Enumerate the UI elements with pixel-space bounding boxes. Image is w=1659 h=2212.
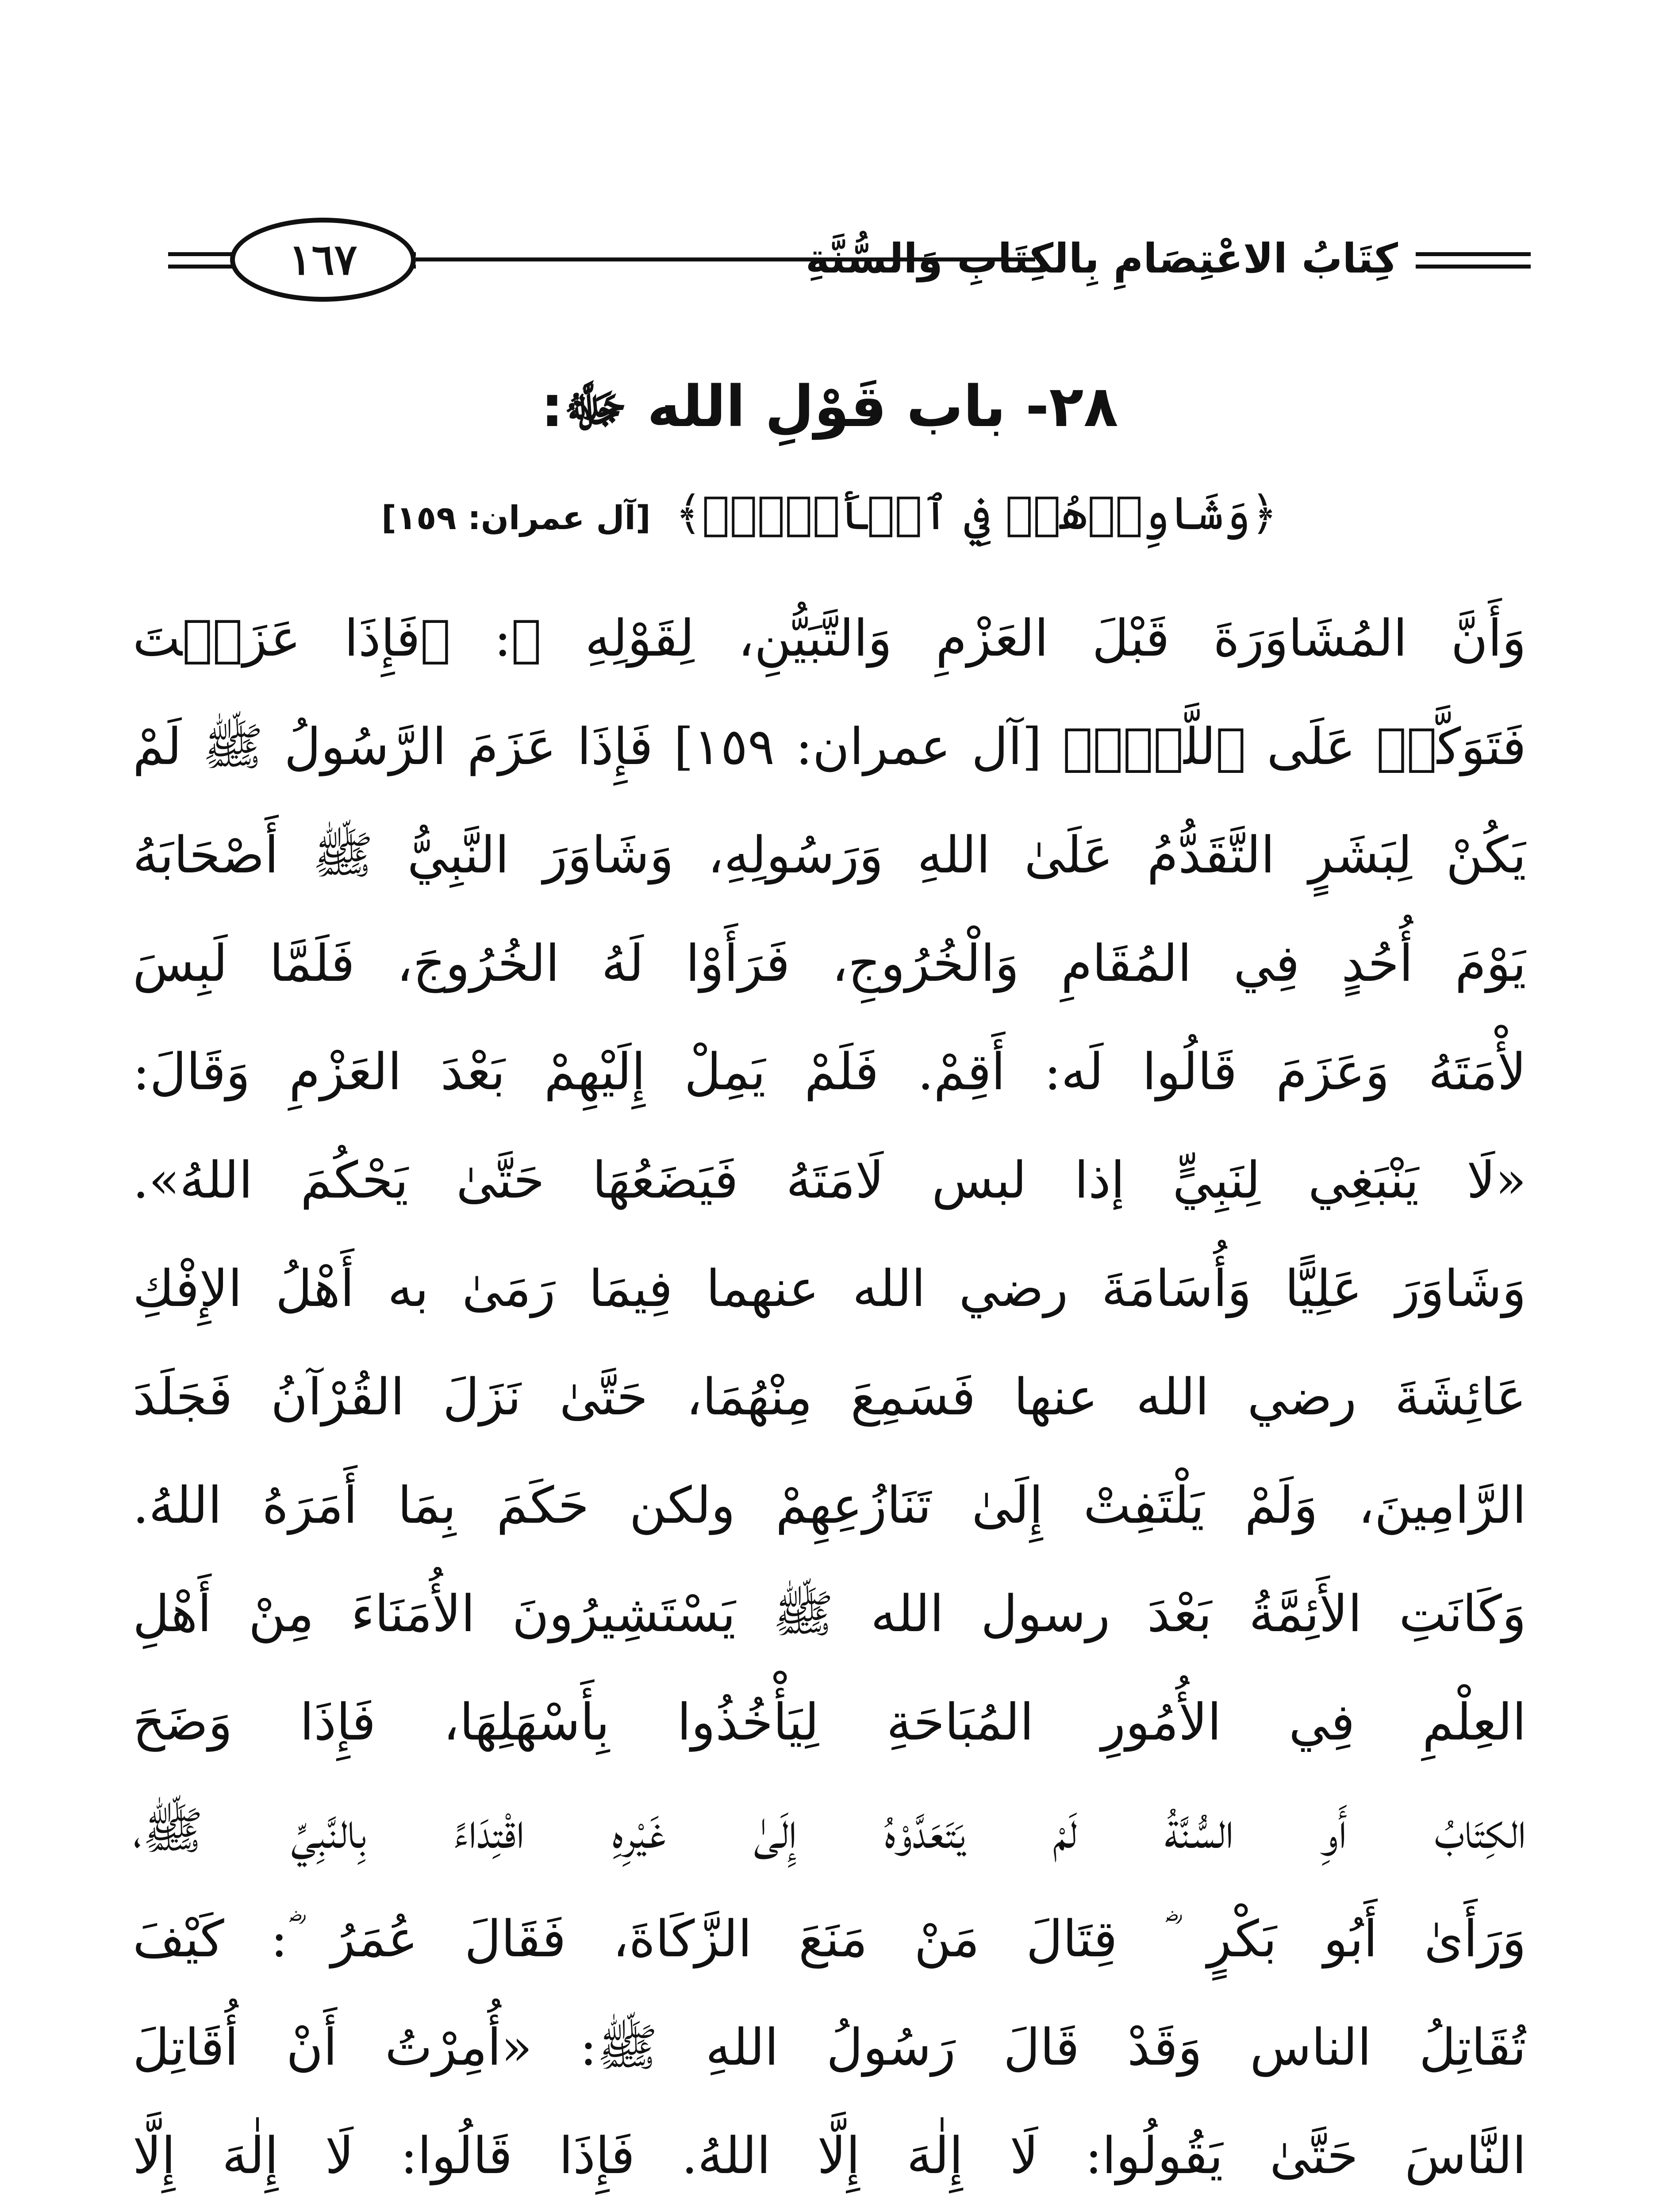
body-line: الكِتَابُ أَوِ السُّنَّةُ لَمْ يَتَعَدَّوْهُ إِلَىٰ غَيْرِهِ اقْتِدَاءً بِالنَّبِيِّ ﷺ، <box>133 1801 1526 1860</box>
body-line <box>133 2210 1526 2212</box>
body-line: تُقَاتِلُ الناس وَقَدْ قَالَ رَسُولُ اللهِ ﷺ: «أُمِرْتُ أَنْ أُقَاتِلَ <box>133 2018 1526 2077</box>
verse-line <box>0 478 1659 562</box>
running-header <box>168 208 1531 314</box>
body-line: العِلْمِ فِي الأُمُورِ المُبَاحَةِ لِيَأْخُذُوا بِأَسْهَلِهَا، فَإِذَا وَضَحَ <box>133 1693 1526 1751</box>
body-line: النَّاسَ حَتَّىٰ يَقُولُوا: لَا إِلٰهَ إِلَّا اللهُ. فَإِذَا قَالُوا: لَا إِلٰهَ إِلَّا <box>133 2126 1526 2185</box>
body-line: وَأَنَّ المُشَاوَرَةَ قَبْلَ العَزْمِ وَالتَّبَيُّنِ، لِقَوْلِهِ ﷻ: ﴿فَإِذَا عَزَمۡتَ <box>133 609 1526 668</box>
body-line: وَرَأَىٰ أَبُو بَكْرٍ ؓ قِتَالَ مَنْ مَنَعَ الزَّكَاةَ، فَقَالَ عُمَرُ ؓ: كَيْفَ <box>133 1909 1526 1968</box>
header-rule-right-top <box>1416 252 1531 256</box>
running-title: كِتَابُ الاعْتِصَامِ بِالكِتَابِ وَالسُّنَّةِ <box>805 235 1398 282</box>
header-rule-right-bottom <box>1416 265 1531 269</box>
body-line: وَكَانَتِ الأَئِمَّةُ بَعْدَ رسول الله ﷺ يَسْتَشِيرُونَ الأُمَنَاءَ مِنْ أَهْلِ <box>133 1584 1526 1643</box>
body-line: يَوْمَ أُحُدٍ فِي المُقَامِ وَالْخُرُوجِ، فَرَأَوْا لَهُ الخُرُوجَ، فَلَمَّا لَبِسَ <box>133 934 1526 993</box>
body-line: لأْمَتَهُ وَعَزَمَ قَالُوا لَه: أَقِمْ. فَلَمْ يَمِلْ إِلَيْهِمْ بَعْدَ العَزْمِ وَقَالَ: <box>133 1042 1526 1101</box>
header-rule-left-bottom <box>168 265 230 269</box>
page-number-oval <box>230 218 416 302</box>
body-line: فَتَوَكَّلۡ عَلَى ٱللَّهِۚ﴾ [آل عمران: ١٥٩] فَإِذَا عَزَمَ الرَّسُولُ ﷺ لَمْ <box>133 717 1526 776</box>
body-line: عَائِشَةَ رضي الله عنها فَسَمِعَ مِنْهُمَا، حَتَّىٰ نَزَلَ القُرْآنُ فَجَلَدَ <box>133 1367 1526 1426</box>
quran-verse: ﴿وَشَاوِرۡهُمۡ فِي ٱلۡأَمۡرِۖ﴾ <box>675 486 1278 540</box>
body-line: الرَّامِينَ، وَلَمْ يَلْتَفِتْ إِلَىٰ تَنَازُعِهِمْ ولكن حَكَمَ بِمَا أَمَرَهُ اللهُ. <box>133 1476 1526 1535</box>
body-line: «لَا يَنْبَغِي لِنَبِيٍّ إذا لبس لَامَتَهُ فَيَضَعُهَا حَتَّىٰ يَحْكُمَ اللهُ». <box>133 1151 1526 1210</box>
body-line: يَكُنْ لِبَشَرٍ التَّقَدُّمُ عَلَىٰ اللهِ وَرَسُولِهِ، وَشَاوَرَ النَّبِيُّ ﷺ أَصْحَابَهُ <box>133 826 1526 884</box>
chapter-title: ٢٨- باب قَوْلِ الله ﷻ: <box>541 374 1118 440</box>
body-line: وَشَاوَرَ عَلِيًّا وَأُسَامَةَ رضي الله عنهما فِيمَا رَمَىٰ به أَهْلُ الإِفْكِ <box>133 1259 1526 1318</box>
verse-reference: [آل عمران: ١٥٩] <box>381 499 651 537</box>
header-rule-left-top <box>168 252 230 256</box>
body-text <box>133 584 1526 2212</box>
page-number: ١٦٧ <box>288 234 357 284</box>
